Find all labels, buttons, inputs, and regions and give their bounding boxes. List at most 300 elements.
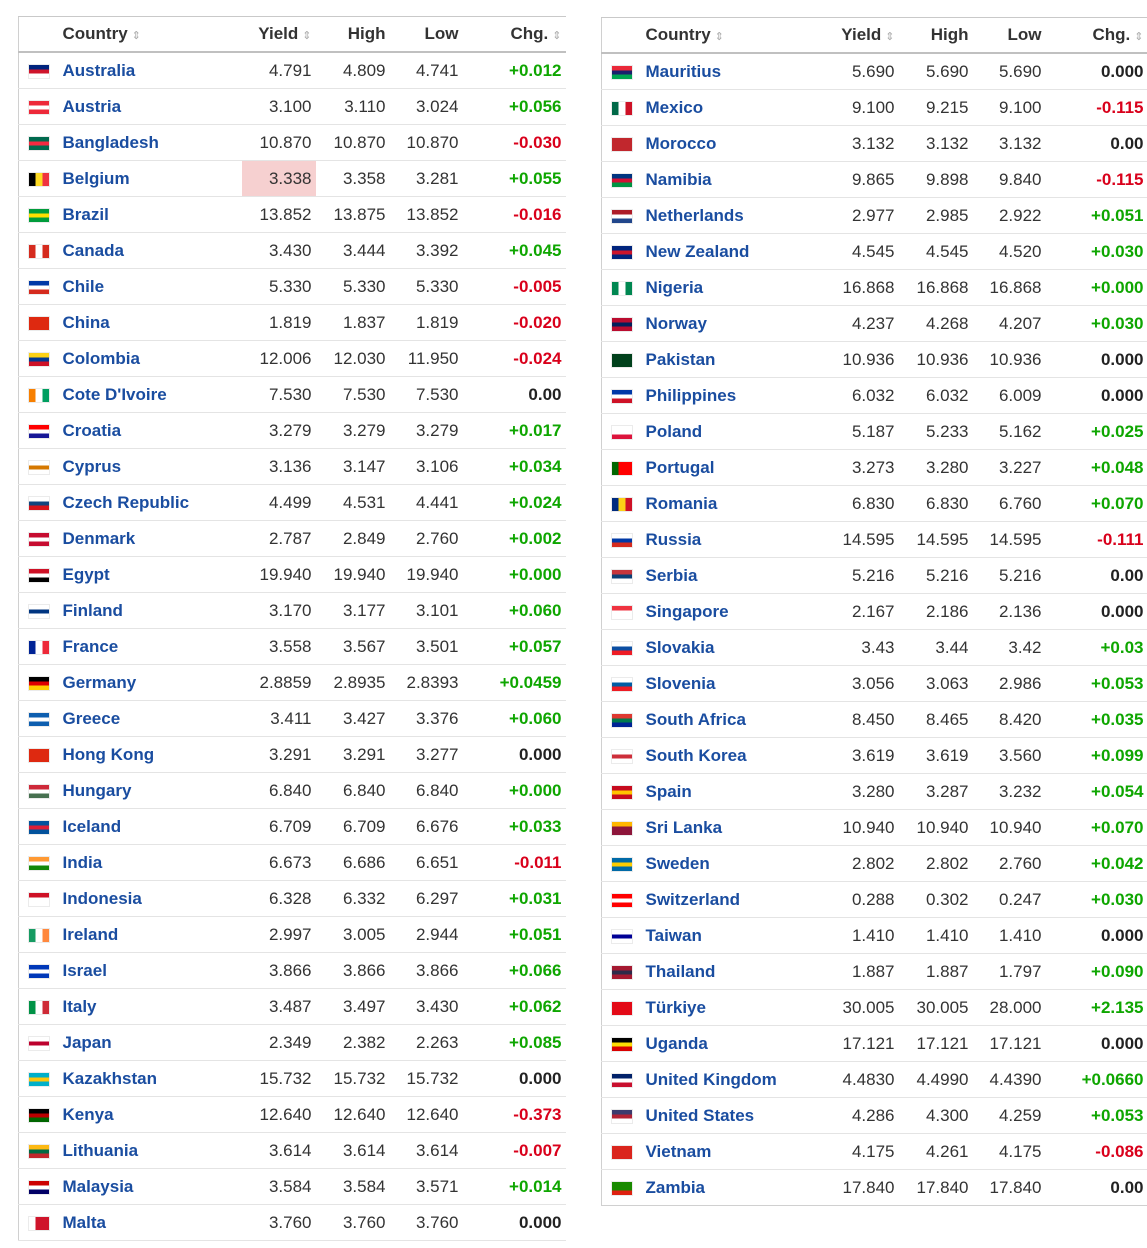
country-link[interactable]: Indonesia <box>62 888 142 908</box>
table-row[interactable] <box>602 378 1147 414</box>
flag-cell <box>19 269 59 305</box>
country-link[interactable]: Iceland <box>62 816 122 836</box>
country-cell <box>642 810 825 846</box>
high-cell: 3.280 <box>899 450 973 486</box>
table-row[interactable] <box>19 125 566 161</box>
high-column-header <box>899 18 973 54</box>
high-cell: 6.686 <box>316 845 390 881</box>
table-row[interactable] <box>19 845 566 881</box>
country-link[interactable]: Namibia <box>645 169 712 189</box>
table-row[interactable] <box>602 162 1147 198</box>
flag-cell <box>602 522 642 558</box>
country-cell <box>642 702 825 738</box>
country-link[interactable]: Kenya <box>62 1104 114 1124</box>
country-column-header[interactable] <box>642 18 825 54</box>
country-cell <box>642 234 825 270</box>
yield-cell: 30.005 <box>825 990 899 1026</box>
country-link[interactable]: Sweden <box>645 853 710 873</box>
chg-cell: +0.017 <box>463 413 566 449</box>
country-flag-icon <box>29 749 49 762</box>
country-link[interactable]: Lithuania <box>62 1140 139 1160</box>
country-link[interactable]: Austria <box>62 96 122 116</box>
country-link[interactable]: Croatia <box>62 420 122 440</box>
table-row[interactable] <box>19 89 566 125</box>
table-row[interactable] <box>602 198 1147 234</box>
chg-cell: 0.00 <box>1046 558 1147 594</box>
country-link[interactable]: Germany <box>62 672 137 692</box>
low-cell: 5.330 <box>390 269 463 305</box>
country-cell <box>642 774 825 810</box>
yield-cell: 3.760 <box>242 1205 316 1241</box>
country-flag-icon <box>612 1182 632 1195</box>
chg-cell: +0.057 <box>463 629 566 665</box>
low-cell: 4.4390 <box>973 1062 1046 1098</box>
country-column-header[interactable] <box>59 17 242 53</box>
country-link[interactable]: Cyprus <box>62 456 122 476</box>
country-cell <box>642 198 825 234</box>
country-link[interactable]: Slovakia <box>645 637 715 657</box>
country-link[interactable]: Australia <box>62 60 136 80</box>
country-link[interactable]: Cote D'Ivoire <box>62 384 167 404</box>
low-cell: 3.376 <box>390 701 463 737</box>
country-link[interactable]: United States <box>645 1105 755 1125</box>
country-flag-icon <box>29 893 49 906</box>
country-flag-icon <box>612 714 632 727</box>
high-cell: 4.261 <box>899 1134 973 1170</box>
table-row[interactable] <box>19 269 566 305</box>
country-cell <box>59 593 242 629</box>
country-link[interactable]: South Korea <box>645 745 747 765</box>
country-flag-icon <box>29 929 49 942</box>
chg-cell: +0.060 <box>463 701 566 737</box>
chg-header-label: Chg. <box>1092 25 1131 44</box>
yield-cell: 4.237 <box>825 306 899 342</box>
table-row[interactable] <box>602 1026 1147 1062</box>
country-link[interactable]: Mauritius <box>645 61 722 81</box>
country-link[interactable]: Pakistan <box>645 349 716 369</box>
chg-cell: +0.051 <box>1046 198 1147 234</box>
country-cell <box>642 342 825 378</box>
high-header-label: High <box>347 24 386 43</box>
table-row[interactable] <box>19 809 566 845</box>
country-link[interactable]: Denmark <box>62 528 136 548</box>
country-link[interactable]: Poland <box>645 421 703 441</box>
table-row[interactable] <box>602 126 1147 162</box>
low-cell: 3.279 <box>390 413 463 449</box>
country-flag-icon <box>612 1002 632 1015</box>
country-link[interactable]: Greece <box>62 708 121 728</box>
table-row[interactable] <box>19 197 566 233</box>
yield-cell: 1.410 <box>825 918 899 954</box>
high-cell: 12.030 <box>316 341 390 377</box>
sort-icon[interactable]: ⇕ <box>1134 31 1144 43</box>
yield-cell: 5.690 <box>825 53 899 90</box>
flag-cell <box>602 846 642 882</box>
chg-cell: +0.070 <box>1046 810 1147 846</box>
table-row[interactable] <box>602 1170 1147 1206</box>
table-row[interactable] <box>602 342 1147 378</box>
low-cell: 1.797 <box>973 954 1046 990</box>
high-cell: 1.887 <box>899 954 973 990</box>
yield-cell: 17.121 <box>825 1026 899 1062</box>
table-row[interactable] <box>602 810 1147 846</box>
country-cell <box>59 449 242 485</box>
yield-cell: 10.940 <box>825 810 899 846</box>
table-row[interactable] <box>602 954 1147 990</box>
country-link[interactable]: Sri Lanka <box>645 817 723 837</box>
table-row[interactable] <box>602 1098 1147 1134</box>
high-cell: 10.936 <box>899 342 973 378</box>
flag-cell <box>19 305 59 341</box>
chg-cell: +0.035 <box>1046 702 1147 738</box>
country-flag-icon <box>29 281 49 294</box>
table-row[interactable] <box>19 449 566 485</box>
country-link[interactable]: Türkiye <box>645 997 706 1017</box>
flag-cell <box>602 414 642 450</box>
table-row[interactable] <box>19 485 566 521</box>
country-link[interactable]: South Africa <box>645 709 746 729</box>
country-link[interactable]: Russia <box>645 529 702 549</box>
country-cell <box>642 630 825 666</box>
table-row[interactable] <box>19 629 566 665</box>
low-cell: 4.520 <box>973 234 1046 270</box>
sort-icon[interactable]: ⇕ <box>552 30 562 42</box>
sort-icon[interactable]: ⇕ <box>714 31 724 43</box>
table-row[interactable] <box>602 90 1147 126</box>
high-cell: 3.147 <box>316 449 390 485</box>
country-flag-icon <box>612 1146 632 1159</box>
country-flag-icon <box>29 677 49 690</box>
country-header-label: Country <box>62 24 128 43</box>
table-row[interactable] <box>602 306 1147 342</box>
chg-cell: +0.014 <box>463 1169 566 1205</box>
country-flag-icon <box>612 174 632 187</box>
table-row[interactable] <box>602 234 1147 270</box>
table-row[interactable] <box>602 774 1147 810</box>
flag-cell <box>602 306 642 342</box>
bond-yields-table-left <box>18 16 566 1241</box>
table-row[interactable] <box>19 341 566 377</box>
country-cell <box>59 161 242 197</box>
country-link[interactable]: Malaysia <box>62 1176 134 1196</box>
table-row[interactable] <box>19 377 566 413</box>
country-cell <box>59 665 242 701</box>
flag-cell <box>602 162 642 198</box>
chg-header-label: Chg. <box>510 24 549 43</box>
table-row[interactable] <box>602 630 1147 666</box>
country-flag-icon <box>29 101 49 114</box>
table-row[interactable] <box>19 52 566 89</box>
country-cell <box>642 378 825 414</box>
country-link[interactable]: Malta <box>62 1212 106 1232</box>
high-cell: 3.584 <box>316 1169 390 1205</box>
sort-icon[interactable]: ⇕ <box>302 30 312 42</box>
flag-cell <box>19 161 59 197</box>
country-cell <box>59 917 242 953</box>
low-cell: 8.420 <box>973 702 1046 738</box>
country-link[interactable]: Nigeria <box>645 277 704 297</box>
country-flag-icon <box>29 1145 49 1158</box>
flag-cell <box>19 917 59 953</box>
country-link[interactable]: Kazakhstan <box>62 1068 157 1088</box>
chg-cell: +0.002 <box>463 521 566 557</box>
table-row[interactable] <box>602 558 1147 594</box>
flag-cell <box>602 882 642 918</box>
high-cell: 9.215 <box>899 90 973 126</box>
country-flag-icon <box>612 1074 632 1087</box>
high-cell: 3.291 <box>316 737 390 773</box>
flag-cell <box>602 702 642 738</box>
yield-cell: 12.640 <box>242 1097 316 1133</box>
flag-cell <box>602 594 642 630</box>
table-row[interactable] <box>19 953 566 989</box>
country-link[interactable]: Chile <box>62 276 105 296</box>
table-row[interactable] <box>602 594 1147 630</box>
high-cell: 3.866 <box>316 953 390 989</box>
sort-icon[interactable]: ⇕ <box>885 31 895 43</box>
high-cell: 15.732 <box>316 1061 390 1097</box>
yield-cell: 5.187 <box>825 414 899 450</box>
country-link[interactable]: Portugal <box>645 457 715 477</box>
country-flag-icon <box>612 786 632 799</box>
chg-cell: +0.062 <box>463 989 566 1025</box>
flag-cell <box>19 485 59 521</box>
country-link[interactable]: Bangladesh <box>62 132 159 152</box>
table-row[interactable] <box>602 1062 1147 1098</box>
table-row[interactable] <box>602 486 1147 522</box>
country-link[interactable]: Vietnam <box>645 1141 712 1161</box>
country-cell <box>59 1061 242 1097</box>
chg-cell: +0.03 <box>1046 630 1147 666</box>
high-cell: 14.595 <box>899 522 973 558</box>
country-link[interactable]: New Zealand <box>645 241 750 261</box>
low-cell: 5.690 <box>973 53 1046 90</box>
country-link[interactable]: Romania <box>645 493 718 513</box>
yield-cell: 17.840 <box>825 1170 899 1206</box>
chg-cell: -0.020 <box>463 305 566 341</box>
country-flag-icon <box>612 354 632 367</box>
table-row[interactable] <box>602 738 1147 774</box>
country-link[interactable]: Morocco <box>645 133 717 153</box>
country-link[interactable]: Serbia <box>645 565 698 585</box>
country-flag-icon <box>612 138 632 151</box>
table-row[interactable] <box>19 1169 566 1205</box>
country-cell <box>59 233 242 269</box>
flag-cell <box>19 737 59 773</box>
table-row[interactable] <box>602 53 1147 90</box>
high-cell: 6.032 <box>899 378 973 414</box>
chg-column-header[interactable] <box>463 17 566 53</box>
high-cell: 3.497 <box>316 989 390 1025</box>
country-link[interactable]: United Kingdom <box>645 1069 777 1089</box>
table-row[interactable] <box>19 773 566 809</box>
country-cell <box>642 126 825 162</box>
country-link[interactable]: Colombia <box>62 348 140 368</box>
country-link[interactable]: Zambia <box>645 1177 706 1197</box>
country-link[interactable]: Norway <box>645 313 707 333</box>
country-flag-icon <box>612 678 632 691</box>
country-cell <box>59 629 242 665</box>
low-cell: 17.121 <box>973 1026 1046 1062</box>
country-flag-icon <box>29 641 49 654</box>
country-link[interactable]: India <box>62 852 103 872</box>
chg-cell: 0.00 <box>1046 126 1147 162</box>
low-cell: 6.651 <box>390 845 463 881</box>
country-link[interactable]: Egypt <box>62 564 110 584</box>
country-flag-icon <box>29 569 49 582</box>
country-cell <box>642 990 825 1026</box>
yield-cell: 13.852 <box>242 197 316 233</box>
country-link[interactable]: Canada <box>62 240 124 260</box>
low-cell: 2.944 <box>390 917 463 953</box>
yield-cell: 3.170 <box>242 593 316 629</box>
table-row[interactable] <box>19 413 566 449</box>
country-link[interactable]: Philippines <box>645 385 737 405</box>
low-cell: 2.263 <box>390 1025 463 1061</box>
country-cell <box>59 557 242 593</box>
table-row[interactable] <box>19 521 566 557</box>
country-link[interactable]: Belgium <box>62 168 130 188</box>
yield-column-header[interactable] <box>242 17 316 53</box>
country-link[interactable]: China <box>62 312 110 332</box>
table-row[interactable] <box>602 1134 1147 1170</box>
country-flag-icon <box>29 137 49 150</box>
country-link[interactable]: Czech Republic <box>62 492 190 512</box>
yield-cell: 3.487 <box>242 989 316 1025</box>
high-cell: 10.870 <box>316 125 390 161</box>
yield-cell: 14.595 <box>825 522 899 558</box>
flag-cell <box>19 125 59 161</box>
table-row[interactable] <box>19 1061 566 1097</box>
table-row[interactable] <box>602 414 1147 450</box>
table-row[interactable] <box>602 270 1147 306</box>
flag-cell <box>602 1170 642 1206</box>
yield-cell: 5.216 <box>825 558 899 594</box>
chg-cell: -0.016 <box>463 197 566 233</box>
country-link[interactable]: Spain <box>645 781 692 801</box>
low-cell: 3.232 <box>973 774 1046 810</box>
table-row[interactable] <box>19 593 566 629</box>
country-link[interactable]: Netherlands <box>645 205 744 225</box>
chg-cell: +0.054 <box>1046 774 1147 810</box>
table-row[interactable] <box>19 1025 566 1061</box>
country-link[interactable]: Switzerland <box>645 889 740 909</box>
country-flag-icon <box>612 1110 632 1123</box>
yield-cell: 5.330 <box>242 269 316 305</box>
country-link[interactable]: Italy <box>62 996 97 1016</box>
low-column-header <box>973 18 1046 54</box>
country-link[interactable]: Israel <box>62 960 107 980</box>
country-link[interactable]: Brazil <box>62 204 109 224</box>
high-cell: 4.531 <box>316 485 390 521</box>
table-row[interactable] <box>19 737 566 773</box>
yield-cell: 3.136 <box>242 449 316 485</box>
country-cell <box>59 377 242 413</box>
table-row[interactable] <box>19 665 566 701</box>
country-link[interactable]: Ireland <box>62 924 119 944</box>
table-row[interactable] <box>602 990 1147 1026</box>
yield-column-header[interactable] <box>825 18 899 54</box>
high-cell: 2.802 <box>899 846 973 882</box>
chg-cell: -0.086 <box>1046 1134 1147 1170</box>
table-row[interactable] <box>602 882 1147 918</box>
table-row[interactable] <box>19 701 566 737</box>
country-cell <box>642 918 825 954</box>
table-row[interactable] <box>602 450 1147 486</box>
low-cell: 6.840 <box>390 773 463 809</box>
country-flag-icon <box>612 966 632 979</box>
chg-cell: +0.030 <box>1046 234 1147 270</box>
country-link[interactable]: France <box>62 636 119 656</box>
chg-column-header[interactable] <box>1046 18 1147 54</box>
country-cell <box>59 89 242 125</box>
chg-cell: +0.066 <box>463 953 566 989</box>
flag-cell <box>19 593 59 629</box>
country-cell <box>642 846 825 882</box>
table-row[interactable] <box>19 1097 566 1133</box>
chg-cell: 0.000 <box>1046 342 1147 378</box>
chg-cell: +0.012 <box>463 52 566 89</box>
table-row[interactable] <box>19 917 566 953</box>
flag-cell <box>19 413 59 449</box>
country-link[interactable]: Slovenia <box>645 673 716 693</box>
table-row[interactable] <box>19 989 566 1025</box>
flag-cell <box>19 1025 59 1061</box>
yield-cell: 7.530 <box>242 377 316 413</box>
country-link[interactable]: Singapore <box>645 601 729 621</box>
table-row[interactable] <box>19 1133 566 1169</box>
country-cell <box>642 1134 825 1170</box>
chg-cell: +0.055 <box>463 161 566 197</box>
country-link[interactable]: Finland <box>62 600 123 620</box>
low-cell: 14.595 <box>973 522 1046 558</box>
high-cell: 7.530 <box>316 377 390 413</box>
table-row[interactable] <box>602 666 1147 702</box>
low-cell: 5.216 <box>973 558 1046 594</box>
table-body-left <box>19 52 566 1241</box>
flag-cell <box>19 845 59 881</box>
table-row[interactable] <box>602 702 1147 738</box>
high-cell: 12.640 <box>316 1097 390 1133</box>
table-row[interactable] <box>19 305 566 341</box>
country-link[interactable]: Japan <box>62 1032 112 1052</box>
country-link[interactable]: Taiwan <box>645 925 702 945</box>
flag-cell <box>19 557 59 593</box>
country-cell <box>642 270 825 306</box>
table-row[interactable] <box>19 233 566 269</box>
table-row[interactable] <box>602 918 1147 954</box>
table-row[interactable] <box>602 522 1147 558</box>
table-row[interactable] <box>19 881 566 917</box>
yield-cell: 6.673 <box>242 845 316 881</box>
table-row[interactable] <box>19 557 566 593</box>
country-flag-icon <box>612 390 632 403</box>
table-row[interactable] <box>19 1205 566 1241</box>
flag-cell <box>19 881 59 917</box>
country-link[interactable]: Uganda <box>645 1033 708 1053</box>
country-link[interactable]: Mexico <box>645 97 704 117</box>
country-cell <box>642 1098 825 1134</box>
sort-icon[interactable]: ⇕ <box>131 30 141 42</box>
country-flag-icon <box>612 210 632 223</box>
table-row[interactable] <box>19 161 566 197</box>
country-cell <box>642 1062 825 1098</box>
country-link[interactable]: Hong Kong <box>62 744 155 764</box>
country-link[interactable]: Hungary <box>62 780 132 800</box>
table-row[interactable] <box>602 846 1147 882</box>
country-link[interactable]: Thailand <box>645 961 716 981</box>
high-cell: 3.132 <box>899 126 973 162</box>
